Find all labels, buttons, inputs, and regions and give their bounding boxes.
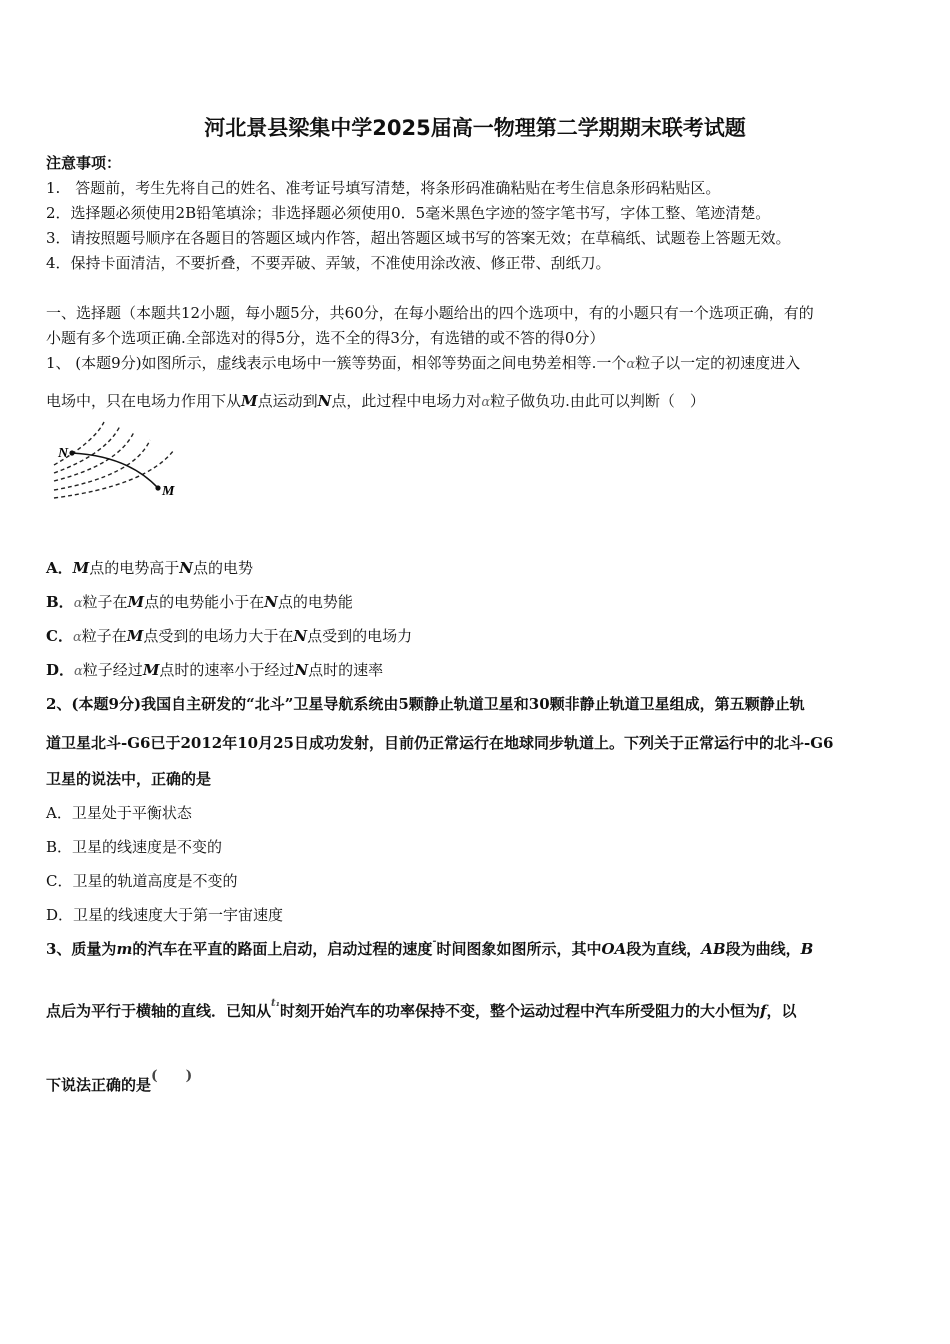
equipotential-line (54, 440, 150, 490)
section-header-line: 小题有多个选项正确.全部选对的得5分，选不全的得3分，有选错的或不答的得0分） (46, 329, 605, 347)
option-label: A． (46, 559, 73, 577)
q1-text: 点运动到 (257, 392, 318, 410)
option-text: 粒子在 (82, 593, 128, 611)
q1-option-b (46, 591, 353, 612)
alpha-symbol: α (72, 630, 82, 645)
notice-item: 4．保持卡面清洁，不要折叠，不要弄破、弄皱，不准使用涂改液、修正带、刮纸刀。 (46, 254, 611, 272)
time-t1-symbol: t₁ (271, 998, 281, 1009)
q3-stem-line-2 (46, 1000, 797, 1021)
mass-symbol: m (116, 940, 133, 958)
notice-item: 1. 答题前，考生先将自己的姓名、准考证号填写清楚，将条形码准确粘贴在考生信息条形码粘贴区。 (46, 179, 721, 197)
option-text: 点受到的电场力 (307, 627, 413, 645)
notice-item: 2．选择题必须使用2B铅笔填涂；非选择题必须使用0．5毫米黑色字迹的签字笔书写，字体工整、笔迹清楚。 (46, 204, 771, 222)
figure-label-n: N (58, 446, 69, 461)
q2-stem-line-2: 道卫星北斗-G6已于2012年10月25日成功发射，目前仍正常运行在地球同步轨道上。下列关于正常运行中的北斗-G6 (46, 734, 834, 752)
figure-label-m: M (162, 484, 175, 499)
point-n: N (294, 661, 309, 679)
point-m: M (142, 661, 160, 679)
friction-symbol: f (760, 1002, 767, 1020)
alpha-symbol: α (73, 596, 83, 611)
q2-stem-line-3: 卫星的说法中，正确的是 (46, 770, 212, 788)
segment-oa: OA (601, 940, 627, 958)
alpha-symbol: α (481, 395, 491, 410)
q1-option-a (46, 557, 253, 578)
q3-text: 段为曲线， (725, 940, 801, 958)
q3-text: 下说法正确的是 (46, 1076, 152, 1094)
segment-ab: AB (701, 940, 726, 958)
point-n: N (179, 559, 193, 577)
point-n: N (317, 392, 332, 410)
option-text: 点的电势高于 (89, 559, 180, 577)
q2-option-b: B．卫星的线速度是不变的 (46, 838, 223, 856)
q3-stem-line-3 (46, 1068, 193, 1095)
q2-option-d: D．卫星的线速度大于第一宇宙速度 (46, 906, 284, 924)
q1-text: 点，此过程中电场力对 (331, 392, 482, 410)
q3-text: 段为直线， (626, 940, 702, 958)
point-m: M (241, 392, 258, 410)
option-text: 点受到的电场力大于在 (143, 627, 294, 645)
equipotential-figure (46, 420, 186, 505)
q3-text: 的汽车在平直的路面上启动，启动过程的速度 (132, 940, 433, 958)
q3-text: 时间图象如图所示，其中 (436, 940, 602, 958)
option-text: 点的电势 (192, 559, 253, 577)
q1-text: 粒子做负功.由此可以判断（ ） (490, 392, 705, 410)
q2-option-a: A．卫星处于平衡状态 (46, 804, 192, 822)
option-text: 点时的速率 (308, 661, 384, 679)
option-label: B． (46, 593, 74, 611)
option-text: 粒子经过 (82, 661, 143, 679)
point-n-dot (69, 450, 74, 455)
q1-option-d (46, 659, 383, 680)
option-label: D． (46, 661, 75, 679)
answer-paren: ( ) (151, 1068, 193, 1084)
point-n: N (264, 593, 278, 611)
notice-item: 3．请按照题号顺序在各题目的答题区域内作答，超出答题区域书写的答案无效；在草稿纸、试题卷上答题无效。 (46, 229, 791, 247)
alpha-symbol: α (74, 664, 83, 679)
q3-text: 时刻开始汽车的功率保持不变，整个运动过程中汽车所受阻力的大小恒为 (280, 1002, 761, 1020)
q1-text: 1、 (本题9分)如图所示，虚线表示电场中一簇等势面，相邻等势面之间电势差相等.一个 (46, 354, 627, 372)
option-text: 粒子在 (81, 627, 127, 645)
point-m: M (72, 559, 90, 577)
option-text: 点时的速率小于经过 (159, 661, 295, 679)
point-m-dot (155, 485, 160, 490)
q1-stem-line-1 (46, 352, 800, 373)
q1-text: 粒子以一定的初速度进入 (635, 354, 801, 372)
option-text: 点的电势能小于在 (144, 593, 265, 611)
q2-stem-line-1: 2、(本题9分)我国自主研发的“北斗”卫星导航系统由5颗静止轨道卫星和30颗非静止轨道卫星组成，第五颗静止轨 (46, 695, 805, 713)
q3-stem-line-1 (46, 938, 813, 959)
option-label: C． (46, 627, 73, 645)
notice-heading: 注意事项： (46, 154, 122, 172)
q1-text: 电场中，只在电场力作用下从 (46, 392, 242, 410)
q3-text: 3、质量为 (46, 940, 117, 958)
dash-symbol: - (432, 936, 437, 947)
point-b: B (800, 940, 814, 958)
q1-stem-line-2 (46, 390, 705, 411)
alpha-symbol: α (626, 357, 636, 372)
q1-option-c (46, 625, 412, 646)
option-text: 点的电势能 (277, 593, 353, 611)
q3-text: 点后为平行于横轴的直线．已知从 (46, 1002, 272, 1020)
equipotential-line (54, 450, 174, 498)
point-m: M (126, 627, 144, 645)
page-title: 河北景县梁集中学2025届高一物理第二学期期末联考试题 (204, 116, 746, 140)
section-header-line: 一、选择题（本题共12小题，每小题5分，共60分，在每小题给出的四个选项中，有的小题只有一个选项正确，有的 (46, 304, 814, 322)
point-m: M (127, 593, 145, 611)
q3-text: ，以 (766, 1002, 797, 1020)
point-n: N (293, 627, 308, 645)
q2-option-c: C．卫星的轨道高度是不变的 (46, 872, 238, 890)
